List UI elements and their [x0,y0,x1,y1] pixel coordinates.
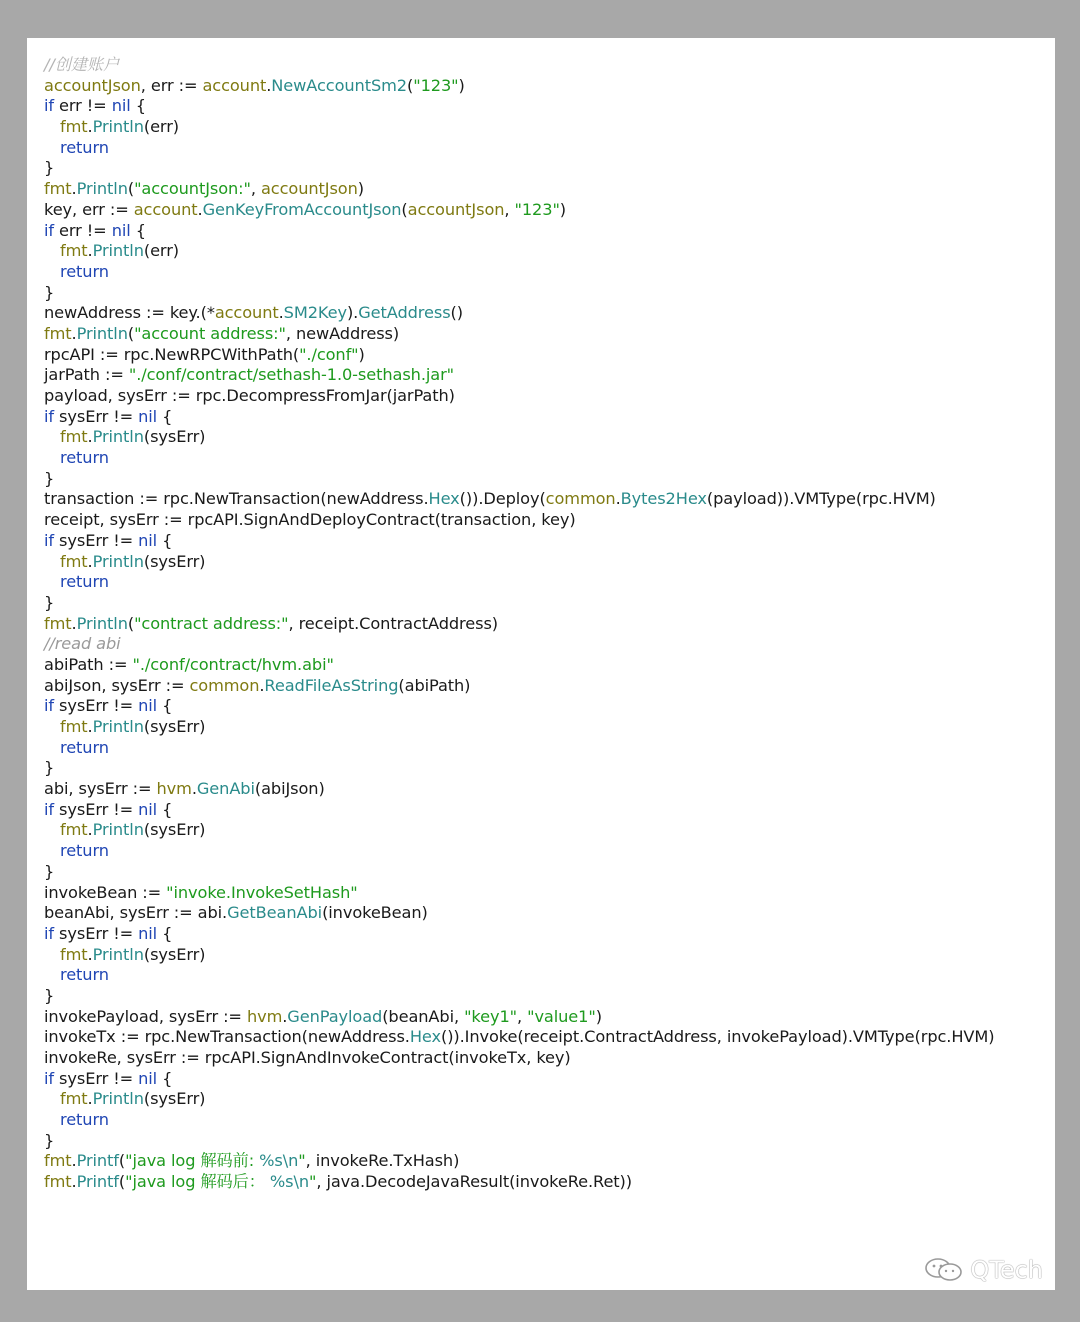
code-token-plain: . [87,1089,93,1109]
code-token-plain: abiJson, sysErr := [44,675,190,695]
code-token-func: ReadFileAsString [264,675,399,695]
code-token-func: Println [92,551,144,571]
code-token-plain: ( [127,613,135,633]
code-line [44,76,1055,97]
code-token-keyword: return [60,1110,109,1130]
code-line [44,965,1055,986]
code-token-plain: . [87,820,93,840]
code-token-func: Println [76,179,128,199]
code-token-plain: abiPath := [44,654,133,674]
code-token-func: Println [76,323,128,343]
code-token-plain: } [44,468,55,488]
code-line [44,676,1055,697]
code-token-plain: { [130,96,146,116]
code-token-plain: . [191,779,197,799]
code-token-plain: , newAddress) [285,323,400,343]
code-token-func: Println [92,717,144,736]
code-token-package: accountJson [407,199,505,219]
code-token-plain: key, err := [44,199,134,219]
code-token-string: "invoke.InvokeSetHash" [166,882,358,902]
code-token-plain: . [87,551,93,571]
code-token-func: GenKeyFromAccountJson [202,199,402,219]
code-token-package: accountJson [44,75,141,95]
code-line [44,531,1055,552]
code-block [44,55,1055,1193]
code-token-plain: ) [358,344,365,364]
code-token-plain: (err) [143,241,179,261]
code-line [44,262,1055,283]
code-token-plain: { [157,530,173,550]
code-line [44,407,1055,428]
code-line [44,283,1055,304]
code-token-package: account [214,303,279,323]
code-token-func: Bytes2Hex [620,489,707,509]
code-token-keyword: nil [111,220,131,240]
code-token-plain: sysErr != [54,923,139,943]
code-token-plain: (invokeBean) [322,903,428,923]
code-token-string: "key1" [464,1006,518,1026]
code-token-plain: ()).Invoke(receipt.ContractAddress, invokePayload).VMType(rpc.HVM) [440,1027,995,1047]
code-token-package: accountJson [260,179,358,199]
code-line [44,717,1055,738]
code-token-plain: ( [118,1172,126,1192]
code-token-plain: { [157,696,173,716]
code-token-func: Println [92,820,144,840]
code-token-plain: . [615,489,621,509]
code-token-plain: ). [346,303,359,323]
code-token-plain: { [157,406,173,426]
code-token-func: %s\n [259,1151,299,1171]
code-token-package: fmt [44,1172,72,1192]
code-token-plain: . [71,179,77,199]
code-token-plain: , err := [140,75,203,95]
code-line [44,1048,1055,1069]
code-token-string: "value1" [527,1006,596,1026]
code-token-comment: //创建账户 [44,55,120,74]
code-token-plain: } [44,158,55,178]
code-line [44,945,1055,966]
code-token-plain: sysErr != [54,696,139,716]
code-token-plain: . [87,717,93,736]
code-token-package: fmt [60,820,88,840]
code-token-plain: { [157,799,173,819]
code-token-package: fmt [60,717,88,736]
code-token-plain: payload, sysErr := rpc.DecompressFromJar(jarPath) [44,386,455,405]
code-token-plain: , receipt.ContractAddress) [288,613,498,633]
code-token-plain: . [282,1006,288,1026]
code-token-string: "accountJson:" [134,179,251,199]
code-token-keyword: return [60,737,109,757]
code-token-plain: (payload)).VMType(rpc.HVM) [706,489,936,509]
code-token-keyword: if [44,799,54,819]
watermark-text: QTech [970,1256,1043,1284]
code-token-plain: } [44,861,55,881]
code-token-plain: . [71,1151,77,1171]
code-token-keyword: nil [138,1068,158,1088]
code-line [44,158,1055,179]
code-token-func: Hex [428,489,460,509]
code-token-func: %s\n [269,1172,309,1192]
code-token-plain: (sysErr) [143,1089,206,1109]
code-token-func: Println [92,427,144,447]
code-token-plain: . [266,75,272,95]
code-token-plain: { [130,220,146,240]
code-token-plain: . [87,241,93,261]
code-token-keyword: nil [138,923,158,943]
code-line [44,221,1055,242]
code-token-package: fmt [60,551,88,571]
code-line [44,117,1055,138]
code-token-keyword: return [60,841,109,861]
code-line [44,469,1055,490]
code-token-plain: (sysErr) [143,820,206,840]
code-line [44,1151,1055,1172]
code-token-plain: sysErr != [54,406,139,426]
code-token-keyword: nil [138,530,158,550]
code-line [44,986,1055,1007]
code-token-plain: ( [127,179,135,199]
code-token-plain: . [71,323,77,343]
code-line [44,820,1055,841]
code-token-package: fmt [60,1089,88,1109]
code-token-func: NewAccountSm2 [271,75,408,95]
code-token-keyword: return [60,572,109,592]
code-token-keyword: return [60,137,109,157]
code-token-plain: transaction := rpc.NewTransaction(newAddress. [44,489,429,509]
code-token-func: Println [92,241,144,261]
code-line [44,1007,1055,1028]
code-line [44,241,1055,262]
code-line [44,324,1055,345]
code-line [44,738,1055,759]
code-token-package: common [545,489,616,509]
code-token-func: Println [76,613,128,633]
code-line [44,883,1055,904]
code-line [44,489,1055,510]
code-token-plain: err != [54,220,112,240]
code-token-plain: ( [118,1151,126,1171]
code-token-plain: ( [401,199,408,219]
code-token-package: fmt [60,944,88,964]
code-token-plain: { [157,1068,173,1088]
code-token-keyword: nil [138,696,158,716]
code-token-plain: } [44,1130,55,1150]
code-line [44,179,1055,200]
code-token-package: fmt [60,427,88,447]
code-token-string: " [298,1151,306,1171]
code-token-plain: (err) [143,117,179,137]
code-line [44,303,1055,324]
code-token-func: Println [92,944,144,964]
code-token-plain: . [87,117,93,137]
code-token-func: Hex [409,1027,441,1047]
code-token-plain: (sysErr) [143,944,206,964]
code-token-keyword: if [44,406,54,426]
code-line [44,1172,1055,1193]
code-token-plain: (sysErr) [143,717,206,736]
code-token-plain: , [504,199,515,219]
code-line [44,1110,1055,1131]
code-line [44,1069,1055,1090]
code-token-string: "./conf/contract/sethash-1.0-sethash.jar" [128,365,455,385]
code-line [44,572,1055,593]
code-token-string: "java log 解码后： [125,1172,270,1192]
code-token-func: GenPayload [287,1006,383,1026]
code-token-keyword: return [60,261,109,281]
code-token-plain: . [197,199,203,219]
code-token-func: Println [92,1089,144,1109]
code-token-package: fmt [44,1151,72,1171]
code-token-plain: newAddress := key.(* [44,303,215,323]
code-token-plain: ()).Deploy( [459,489,546,509]
code-line [44,800,1055,821]
code-line [44,96,1055,117]
code-token-plain: beanAbi, sysErr := abi. [44,903,228,923]
code-token-plain: err != [54,96,112,116]
code-token-plain: ) [458,75,465,95]
code-token-keyword: if [44,96,54,116]
code-line [44,614,1055,635]
code-line [44,903,1055,924]
code-token-package: fmt [44,613,72,633]
code-line [44,758,1055,779]
code-line [44,841,1055,862]
code-screenshot-panel [27,38,1055,1290]
code-line [44,552,1055,573]
code-token-string: "123" [514,199,560,219]
code-token-plain: . [87,427,93,447]
code-token-plain: invokeTx := rpc.NewTransaction(newAddress. [44,1027,410,1047]
wechat-icon [924,1257,964,1283]
code-token-keyword: return [60,965,109,985]
code-token-plain: sysErr != [54,530,139,550]
code-token-keyword: if [44,1068,54,1088]
code-line [44,593,1055,614]
code-token-plain: , [250,179,261,199]
code-token-plain: { [157,923,173,943]
code-token-plain: () [450,303,463,323]
code-token-plain: (abiPath) [398,675,471,695]
code-token-plain: ( [127,323,135,343]
code-token-string: " [309,1172,317,1192]
code-line [44,862,1055,883]
code-token-plain: ) [559,199,567,219]
code-token-plain: . [278,303,284,323]
code-token-plain: ) [357,179,364,199]
code-token-keyword: if [44,923,54,943]
code-token-plain: . [259,675,265,695]
code-token-string: "java log 解码前: [125,1151,260,1171]
code-line [44,1089,1055,1110]
code-token-package: common [189,675,260,695]
code-token-plain: ( [407,75,414,95]
code-line [44,138,1055,159]
code-line [44,924,1055,945]
code-token-plain: invokeRe, sysErr := rpcAPI.SignAndInvokeContract(invokeTx, key) [44,1048,571,1067]
code-line [44,634,1055,655]
code-token-plain: , [517,1006,528,1026]
code-token-func: GetBeanAbi [227,903,323,923]
code-token-plain: } [44,282,55,302]
code-line [44,510,1055,531]
code-token-func: GenAbi [196,779,255,799]
code-token-keyword: return [60,448,109,468]
code-token-keyword: if [44,220,54,240]
code-token-plain: . [71,613,77,633]
code-token-comment: //read abi [44,634,121,654]
code-token-plain: (sysErr) [143,551,206,571]
code-token-package: fmt [44,323,72,343]
code-token-string: "contract address:" [134,613,289,633]
code-token-package: fmt [44,179,72,199]
code-token-plain: , java.DecodeJavaResult(invokeRe.Ret)) [316,1172,632,1192]
code-line [44,1131,1055,1152]
code-token-func: Printf [76,1172,119,1192]
code-token-plain: (sysErr) [143,427,206,447]
code-token-keyword: nil [138,406,158,426]
code-token-plain: abi, sysErr := [44,779,157,799]
code-token-package: account [133,199,198,219]
code-line [44,55,1055,76]
code-token-package: account [202,75,267,95]
code-token-string: "123" [413,75,459,95]
code-line [44,448,1055,469]
code-line [44,200,1055,221]
code-line [44,345,1055,366]
code-line [44,386,1055,407]
watermark [924,1256,1043,1284]
code-token-plain: invokeBean := [44,882,167,902]
code-token-plain: jarPath := [44,365,129,385]
code-token-plain: . [87,944,93,964]
code-line [44,655,1055,676]
code-token-plain: . [71,1172,77,1192]
code-token-plain: ) [595,1006,602,1026]
code-line [44,365,1055,386]
code-token-func: Printf [76,1151,119,1171]
code-token-package: hvm [156,779,192,799]
code-line [44,696,1055,717]
code-token-string: "account address:" [134,323,286,343]
code-token-func: GetAddress [358,303,451,323]
code-line [44,1027,1055,1048]
code-token-plain: rpcAPI := rpc.NewRPCWithPath( [44,344,300,364]
code-token-keyword: if [44,530,54,550]
code-token-plain: } [44,985,55,1005]
code-token-func: Println [92,117,144,137]
code-token-package: fmt [60,117,88,137]
code-token-plain: (abiJson) [254,779,325,799]
code-token-plain: receipt, sysErr := rpcAPI.SignAndDeployContract(transaction, key) [44,510,576,530]
code-token-plain: } [44,758,55,778]
code-line [44,427,1055,448]
code-token-keyword: nil [138,799,158,819]
code-token-plain: } [44,592,55,612]
code-token-package: hvm [246,1006,283,1026]
code-token-string: "./conf" [299,344,359,364]
code-token-package: fmt [60,241,88,261]
code-token-keyword: nil [111,96,131,116]
code-line [44,779,1055,800]
code-token-plain: sysErr != [54,1068,139,1088]
code-token-keyword: if [44,696,54,716]
code-token-plain: sysErr != [54,799,139,819]
code-token-string: "./conf/contract/hvm.abi" [132,654,334,674]
code-token-plain: (beanAbi, [382,1006,465,1026]
code-token-plain: , invokeRe.TxHash) [305,1151,460,1171]
code-token-plain: invokePayload, sysErr := [44,1006,247,1026]
code-token-func: SM2Key [283,303,347,323]
